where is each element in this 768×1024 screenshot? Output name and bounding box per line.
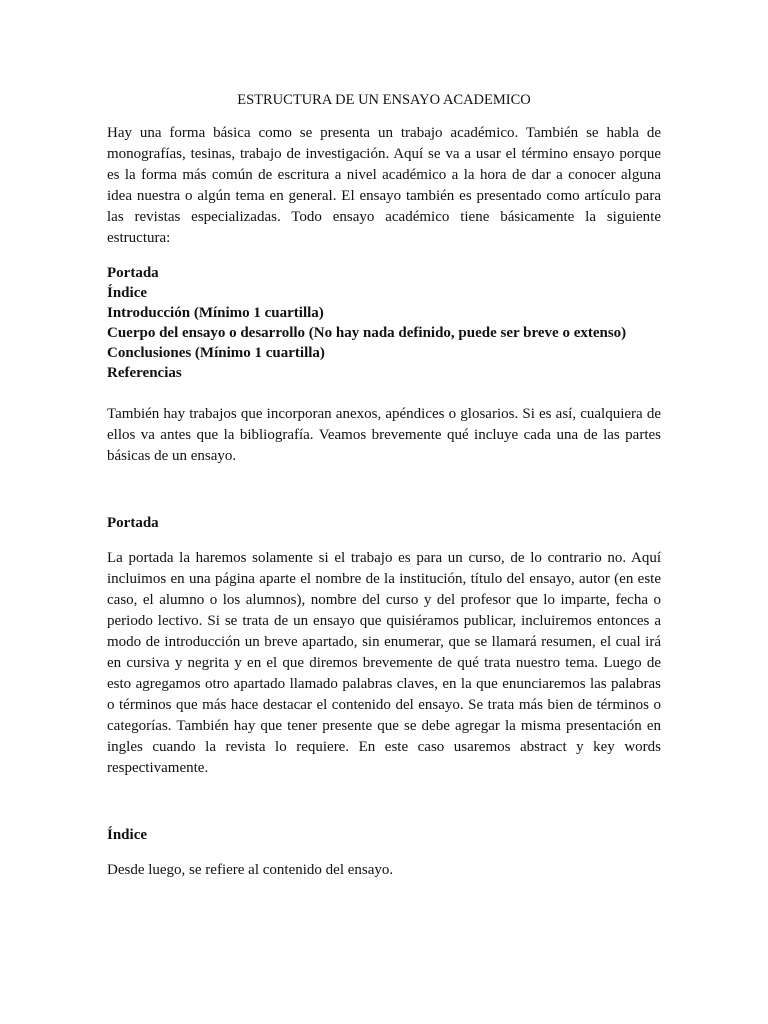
annex-paragraph: También hay trabajos que incorporan anexos, apéndices o glosarios. Si es así, cualquiera de ellos va antes que la bibliografía. Veamos brevemente qué incluye cada una de las partes básicas de un ensayo. (107, 406, 661, 464)
structure-item-portada: Portada (107, 265, 159, 281)
structure-item-referencias: Referencias (107, 365, 182, 381)
structure-list (107, 263, 661, 383)
document-title: ESTRUCTURA DE UN ENSAYO ACADEMICO (237, 92, 531, 108)
structure-item-introduccion: Introducción (Mínimo 1 cuartilla) (107, 305, 324, 321)
section-heading-portada: Portada (107, 515, 159, 531)
intro-paragraph: Hay una forma básica como se presenta un trabajo académico. También se habla de monografías, tesinas, trabajo de investigación. Aquí se va a usar el término ensayo porque es la forma más común de escritura a nivel académico a la hora de dar a conocer alguna idea nuestra o algún tema en general. El ensayo también es presentado como artículo para las revistas especializadas. Todo ensayo académico tiene básicamente la siguiente estructura: (107, 125, 661, 246)
section-body-portada: La portada la haremos solamente si el trabajo es para un curso, de lo contrario no. Aquí incluimos en una página aparte el nombre de la institución, título del ensayo, autor (en este caso, el alumno o los alumnos), nombre del curso y del profesor que lo imparte, fecha o periodo lectivo. Si se trata de un ensayo que quisiéramos publicar, incluiremos entonces a modo de introducción un breve apartado, sin enumerar, que se llamará resumen, el cual irá en cursiva y negrita y en el que diremos brevemente de qué trata nuestro tema. Luego de esto agregamos otro apartado llamado palabras claves, en la que enunciaremos las palabras o términos que más hace destacar el contenido del ensayo. Se trata más bien de términos o categorías. También hay que tener presente que se debe agregar la misma presentación en ingles cuando la revista lo requiere. En este caso usaremos abstract y key words respectivamente. (107, 550, 661, 776)
structure-item-indice: Índice (107, 285, 148, 301)
document-content (107, 90, 661, 881)
section-body-indice: Desde luego, se refiere al contenido del ensayo. (107, 862, 394, 878)
structure-item-cuerpo: Cuerpo del ensayo o desarrollo (No hay nada definido, puede ser breve o extenso) (107, 325, 627, 341)
structure-item-conclusiones: Conclusiones (Mínimo 1 cuartilla) (107, 345, 325, 361)
section-heading-indice: Índice (107, 827, 148, 843)
